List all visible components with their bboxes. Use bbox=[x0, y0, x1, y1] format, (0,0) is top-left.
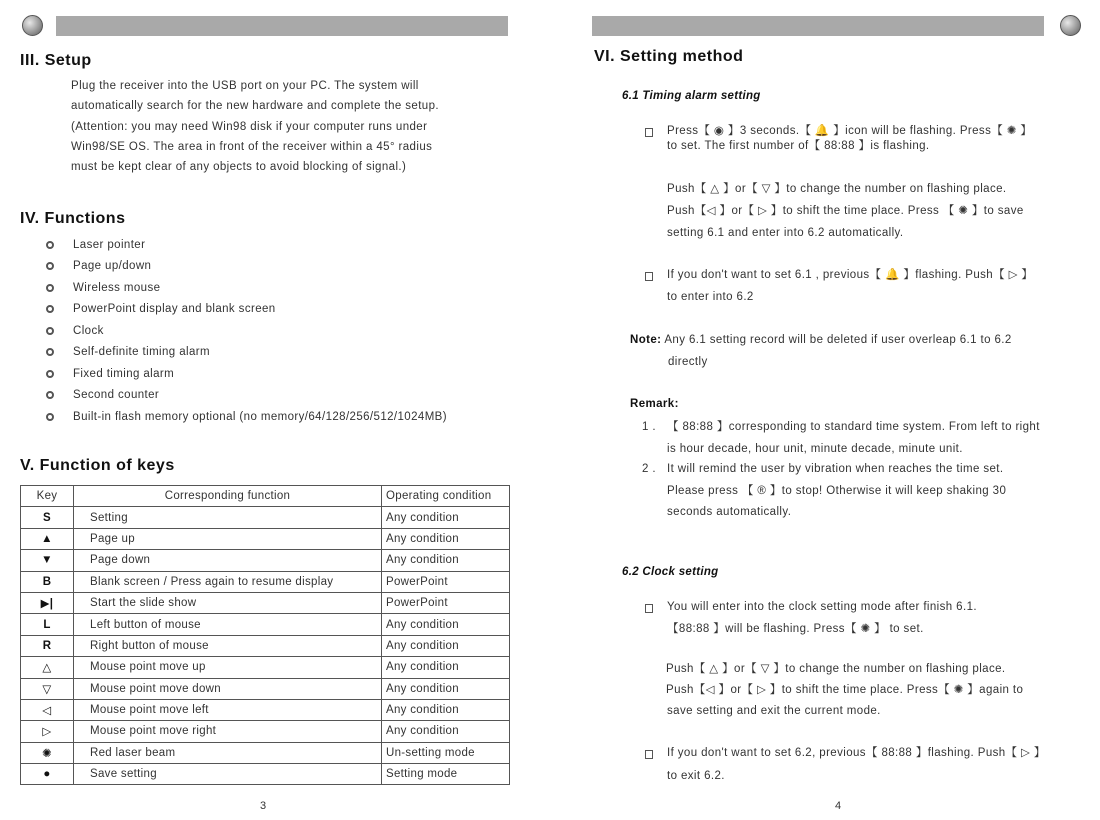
s62-step-2-line-1: If you don't want to set 6.2, previous【 88:88 】flashing. Push【 ▷ 】 bbox=[667, 747, 1046, 759]
list-item: Second counter bbox=[44, 385, 447, 407]
remark-2-line-1: It will remind the user by vibration when reaches the time set. bbox=[667, 463, 1004, 475]
bullet-icon bbox=[46, 348, 54, 356]
key-cell: ▷ bbox=[21, 721, 74, 742]
checkbox-bullet-icon bbox=[645, 272, 653, 281]
table-row bbox=[21, 657, 510, 678]
function-cell: Mouse point move down bbox=[74, 678, 382, 699]
functions-list bbox=[44, 234, 447, 428]
remark-label: Remark: bbox=[630, 398, 679, 410]
s62-push-line-3: save setting and exit the current mode. bbox=[667, 705, 881, 717]
function-cell: Right button of mouse bbox=[74, 635, 382, 656]
section-6-2-title: 6.2 Clock setting bbox=[622, 566, 719, 578]
bullet-icon bbox=[46, 305, 54, 313]
s62-push-line-1: Push【 △ 】or【 ▽ 】to change the number on flashing place. bbox=[666, 663, 1006, 675]
key-cell: ▽ bbox=[21, 678, 74, 699]
bullet-icon bbox=[46, 284, 54, 292]
remark-1-line-2: is hour decade, hour unit, minute decade, minute unit. bbox=[667, 443, 963, 455]
setting-method-heading: VI. Setting method bbox=[594, 48, 744, 65]
key-cell: ◁ bbox=[21, 699, 74, 720]
remark-2-line-3: seconds automatically. bbox=[667, 506, 792, 518]
list-item: Page up/down bbox=[44, 256, 447, 278]
list-item: Clock bbox=[44, 320, 447, 342]
s61-push-line-1: Push【 △ 】or【 ▽ 】to change the number on flashing place. bbox=[667, 183, 1007, 195]
page-corner-dot-icon bbox=[1060, 15, 1081, 36]
key-cell: L bbox=[21, 614, 74, 635]
checkbox-bullet-icon bbox=[645, 128, 653, 137]
condition-cell: PowerPoint bbox=[382, 571, 510, 592]
page-number: 4 bbox=[835, 800, 842, 812]
table-row bbox=[21, 571, 510, 592]
key-cell: ▶| bbox=[21, 592, 74, 613]
setup-line-4: Win98/SE OS. The area in front of the receiver within a 45° radius bbox=[71, 141, 433, 153]
table-row bbox=[21, 507, 510, 528]
key-cell: R bbox=[21, 635, 74, 656]
list-item: PowerPoint display and blank screen bbox=[44, 299, 447, 321]
setup-line-3: (Attention: you may need Win98 disk if your computer runs under bbox=[71, 121, 428, 133]
condition-cell: Setting mode bbox=[382, 764, 510, 785]
condition-cell: Any condition bbox=[382, 721, 510, 742]
condition-cell: Any condition bbox=[382, 507, 510, 528]
condition-cell: PowerPoint bbox=[382, 592, 510, 613]
key-cell: ▼ bbox=[21, 550, 74, 571]
header-condition: Operating condition bbox=[382, 486, 510, 507]
table-row bbox=[21, 635, 510, 656]
function-cell: Mouse point move right bbox=[74, 721, 382, 742]
table-row bbox=[21, 528, 510, 549]
s62-step-2-line-2: to exit 6.2. bbox=[667, 770, 725, 782]
key-cell: ▲ bbox=[21, 528, 74, 549]
table-row bbox=[21, 742, 510, 763]
page-header-bar bbox=[56, 16, 508, 36]
table-row bbox=[21, 764, 510, 785]
setup-heading: III. Setup bbox=[20, 52, 92, 69]
bullet-icon bbox=[46, 370, 54, 378]
bullet-icon bbox=[46, 262, 54, 270]
bullet-icon bbox=[46, 327, 54, 335]
condition-cell: Any condition bbox=[382, 528, 510, 549]
s61-push-line-3: setting 6.1 and enter into 6.2 automatically. bbox=[667, 227, 904, 239]
function-cell: Start the slide show bbox=[74, 592, 382, 613]
function-cell: Page up bbox=[74, 528, 382, 549]
header-key: Key bbox=[21, 486, 74, 507]
s62-step-1-line-1: You will enter into the clock setting mode after finish 6.1. bbox=[667, 601, 977, 613]
key-cell: B bbox=[21, 571, 74, 592]
remark-2-number: 2 . bbox=[642, 463, 656, 475]
list-item: Wireless mouse bbox=[44, 277, 447, 299]
keys-heading: V. Function of keys bbox=[20, 457, 175, 474]
key-cell: △ bbox=[21, 657, 74, 678]
page-number: 3 bbox=[260, 800, 267, 812]
page-corner-dot-icon bbox=[22, 15, 43, 36]
remark-2-line-2: Please press 【 ® 】to stop! Otherwise it will keep shaking 30 bbox=[667, 485, 1007, 497]
key-cell: ✺ bbox=[21, 742, 74, 763]
function-cell: Mouse point move up bbox=[74, 657, 382, 678]
setup-line-1: Plug the receiver into the USB port on your PC. The system will bbox=[71, 80, 419, 92]
s61-step-2-line-1: If you don't want to set 6.1 , previous【 🔔 】flashing. Push【 ▷ 】 bbox=[667, 269, 1034, 281]
function-cell: Blank screen / Press again to resume display bbox=[74, 571, 382, 592]
page-header-bar bbox=[592, 16, 1044, 36]
section-6-1-title: 6.1 Timing alarm setting bbox=[622, 90, 761, 102]
note-line-2: directly bbox=[668, 356, 708, 368]
list-item: Fixed timing alarm bbox=[44, 363, 447, 385]
condition-cell: Any condition bbox=[382, 699, 510, 720]
table-row bbox=[21, 592, 510, 613]
header-function: Corresponding function bbox=[74, 486, 382, 507]
keys-table bbox=[20, 485, 510, 785]
table-header-row bbox=[21, 486, 510, 507]
condition-cell: Any condition bbox=[382, 635, 510, 656]
function-cell: Mouse point move left bbox=[74, 699, 382, 720]
function-cell: Save setting bbox=[74, 764, 382, 785]
remark-1-number: 1 . bbox=[642, 421, 656, 433]
condition-cell: Any condition bbox=[382, 678, 510, 699]
condition-cell: Un-setting mode bbox=[382, 742, 510, 763]
condition-cell: Any condition bbox=[382, 614, 510, 635]
table-row bbox=[21, 614, 510, 635]
list-item: Self-definite timing alarm bbox=[44, 342, 447, 364]
setup-line-2: automatically search for the new hardware and complete the setup. bbox=[71, 100, 439, 112]
note-label: Note: bbox=[630, 334, 662, 346]
s61-push-line-2: Push【◁ 】or【 ▷ 】to shift the time place. Press 【 ✺ 】to save bbox=[667, 205, 1024, 217]
bullet-icon bbox=[46, 413, 54, 421]
key-cell: ● bbox=[21, 764, 74, 785]
s61-step-1-line-1: Press【 ◉ 】3 seconds.【 🔔 】icon will be flashing. Press【 ✺ 】 bbox=[667, 125, 1033, 137]
s62-step-1-line-2: 【88:88 】will be flashing. Press【 ✺ 】 to set. bbox=[667, 623, 924, 635]
function-cell: Left button of mouse bbox=[74, 614, 382, 635]
table-row bbox=[21, 678, 510, 699]
table-row bbox=[21, 699, 510, 720]
checkbox-bullet-icon bbox=[645, 604, 653, 613]
bullet-icon bbox=[46, 241, 54, 249]
right-page bbox=[550, 0, 1100, 820]
list-item: Laser pointer bbox=[44, 234, 447, 256]
bullet-icon bbox=[46, 391, 54, 399]
table-row bbox=[21, 550, 510, 571]
function-cell: Page down bbox=[74, 550, 382, 571]
condition-cell: Any condition bbox=[382, 550, 510, 571]
list-item: Built-in flash memory optional (no memory/64/128/256/512/1024MB) bbox=[44, 406, 447, 428]
note-line-1: Note: Any 6.1 setting record will be deleted if user overleap 6.1 to 6.2 bbox=[630, 334, 1012, 346]
checkbox-bullet-icon bbox=[645, 750, 653, 759]
remark-1-line-1: 【 88:88 】corresponding to standard time system. From left to right bbox=[667, 421, 1040, 433]
condition-cell: Any condition bbox=[382, 657, 510, 678]
table-row bbox=[21, 721, 510, 742]
s61-step-1-line-2: to set. The first number of【 88:88 】is flashing. bbox=[667, 140, 930, 152]
s61-step-2-line-2: to enter into 6.2 bbox=[667, 291, 754, 303]
setup-line-5: must be kept clear of any objects to avoid blocking of signal.) bbox=[71, 161, 407, 173]
function-cell: Setting bbox=[74, 507, 382, 528]
s62-push-line-2: Push【◁ 】or【 ▷ 】to shift the time place. Press【 ✺ 】again to bbox=[666, 684, 1024, 696]
key-cell: S bbox=[21, 507, 74, 528]
function-cell: Red laser beam bbox=[74, 742, 382, 763]
functions-heading: IV. Functions bbox=[20, 210, 126, 227]
